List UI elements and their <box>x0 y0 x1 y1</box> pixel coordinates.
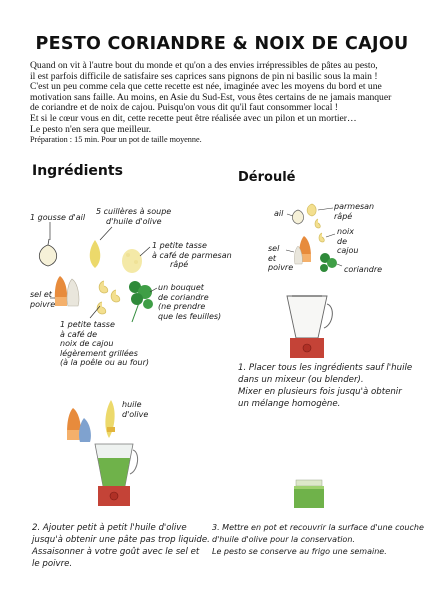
cashew-label-line: noix de cajou <box>60 339 114 348</box>
step1-ingredients-icon <box>292 204 337 272</box>
prep-time: Préparation : 15 min. Pour un pot de taille moyenne. <box>30 135 202 145</box>
recipe-title: PESTO CORIANDRE & NOIX DE CAJOU <box>35 34 409 54</box>
step-line: le poivre. <box>32 559 73 569</box>
step-line: jusqu'à obtenir une pâte pas trop liquide. <box>32 535 210 545</box>
step-line: un mélange homogène. <box>238 399 341 409</box>
step-label-line: huile <box>122 400 142 409</box>
cashew-label-line: (à la poêle ou au four) <box>60 358 150 367</box>
step-label-huile <box>122 400 148 419</box>
oil-icon <box>90 240 101 268</box>
intro-line: C'est un peu comme cela que cette recette est née, imaginée avec les moyens du bord et une <box>30 81 382 93</box>
step2-blender-icon <box>95 444 138 506</box>
step-label-line: râpé <box>334 211 353 221</box>
intro-line: de coriandre et de noix de cajou. Puisqu'on vous dit qu'il faut consommer local ! <box>30 102 338 114</box>
step-label-line: poivre <box>268 263 294 272</box>
saltpepper-icon <box>55 276 79 306</box>
step-label-line: parmesan <box>334 202 375 211</box>
intro-line: Et si le cœur vous en dit, cette recette peut être réalisée avec un pilon et un mortier… <box>30 112 357 124</box>
step-line: 2. Ajouter petit à petit l'huile d'olive <box>32 523 187 533</box>
parmesan-label-line: 1 petite tasse <box>152 241 207 250</box>
step-3-text <box>212 522 438 558</box>
intro-line: il est parfois difficile de satisfaire ses caprices sans pignons de pin ni basilic sous la main ! <box>30 70 378 82</box>
step-label-coriandre: coriandre <box>344 265 383 274</box>
pointer-line <box>287 214 293 216</box>
step-line: dans un mixeur (ou blender). <box>238 375 364 385</box>
step-line: Assaisonner à votre goût avec le sel et <box>32 547 200 557</box>
pointer-line <box>318 208 333 210</box>
pointer-line <box>326 234 335 237</box>
ingredients-heading: Ingrédients <box>32 163 123 179</box>
oil-label-line: d'huile d'olive <box>106 216 162 226</box>
step2-bottles <box>67 400 115 442</box>
coriander-icon <box>129 281 153 322</box>
parmesan-label-line: râpé <box>170 260 189 269</box>
garlic-label: 1 gousse d'ail <box>30 213 86 222</box>
parmesan-icon <box>122 249 142 273</box>
jar-icon <box>294 480 324 508</box>
parmesan-label-line: à café de parmesan <box>152 250 232 260</box>
step-label-line: de <box>337 236 347 246</box>
cashew-label-line: 1 petite tasse <box>60 320 115 329</box>
step-label-cajou <box>337 227 359 256</box>
coriander-label-line: (ne prendre <box>158 302 206 311</box>
step-label-ail: ail <box>274 209 284 218</box>
step-label-parmesan <box>334 202 374 221</box>
step-line: d'huile d'olive pour la conservation. <box>212 535 355 544</box>
saltpepper-label-line: sel et <box>30 290 52 299</box>
step-1-text <box>238 362 438 410</box>
intro-line: Le pesto n'en sera que meilleur. <box>30 123 152 135</box>
coriander-label-line: que les feuilles) <box>158 311 222 321</box>
cashew-label-line: légèrement grillées <box>60 348 138 358</box>
step-line: Mixer en plusieurs fois jusqu'à obtenir <box>238 387 402 397</box>
step-line: Le pesto se conserve au frigo une semaine. <box>212 547 387 556</box>
steps-heading: Déroulé <box>238 170 296 185</box>
step-label-selpoivre <box>268 244 293 273</box>
step-line: 3. Mettre en pot et recouvrir la surface d'une couche <box>212 523 424 532</box>
intro-line: Quand on vit à l'autre bout du monde et qu'on a des envies irrépressibles de pâtes au pesto, <box>30 60 378 71</box>
coriander-label-line: un bouquet <box>158 283 204 292</box>
step1-blender-icon <box>287 296 332 358</box>
pointer-line <box>140 247 150 256</box>
cashew-icon <box>97 281 120 314</box>
saltpepper-label-line: poivre <box>30 299 56 309</box>
pointer-line <box>337 264 342 266</box>
step-label-line: cajou <box>337 246 359 255</box>
oil-label-line: 5 cuillères à soupe <box>96 207 172 216</box>
intro-line: motivation sans faille. Au moins, en Asie du Sud-Est, vous êtes certains de ne jamais manquer <box>30 91 392 103</box>
garlic-icon <box>39 239 56 266</box>
step-label-line: et <box>268 253 277 263</box>
step-line: 1. Placer tous les ingrédients sauf l'huile <box>238 363 413 373</box>
step-label-line: noix <box>337 227 354 236</box>
coriander-label-line: de coriandre <box>158 292 209 302</box>
pointer-line <box>100 227 112 240</box>
step-label-line: d'olive <box>122 409 149 419</box>
step-2-text <box>32 522 217 570</box>
cashew-label-line: à café de <box>60 329 98 339</box>
step-label-line: sel <box>268 244 280 253</box>
